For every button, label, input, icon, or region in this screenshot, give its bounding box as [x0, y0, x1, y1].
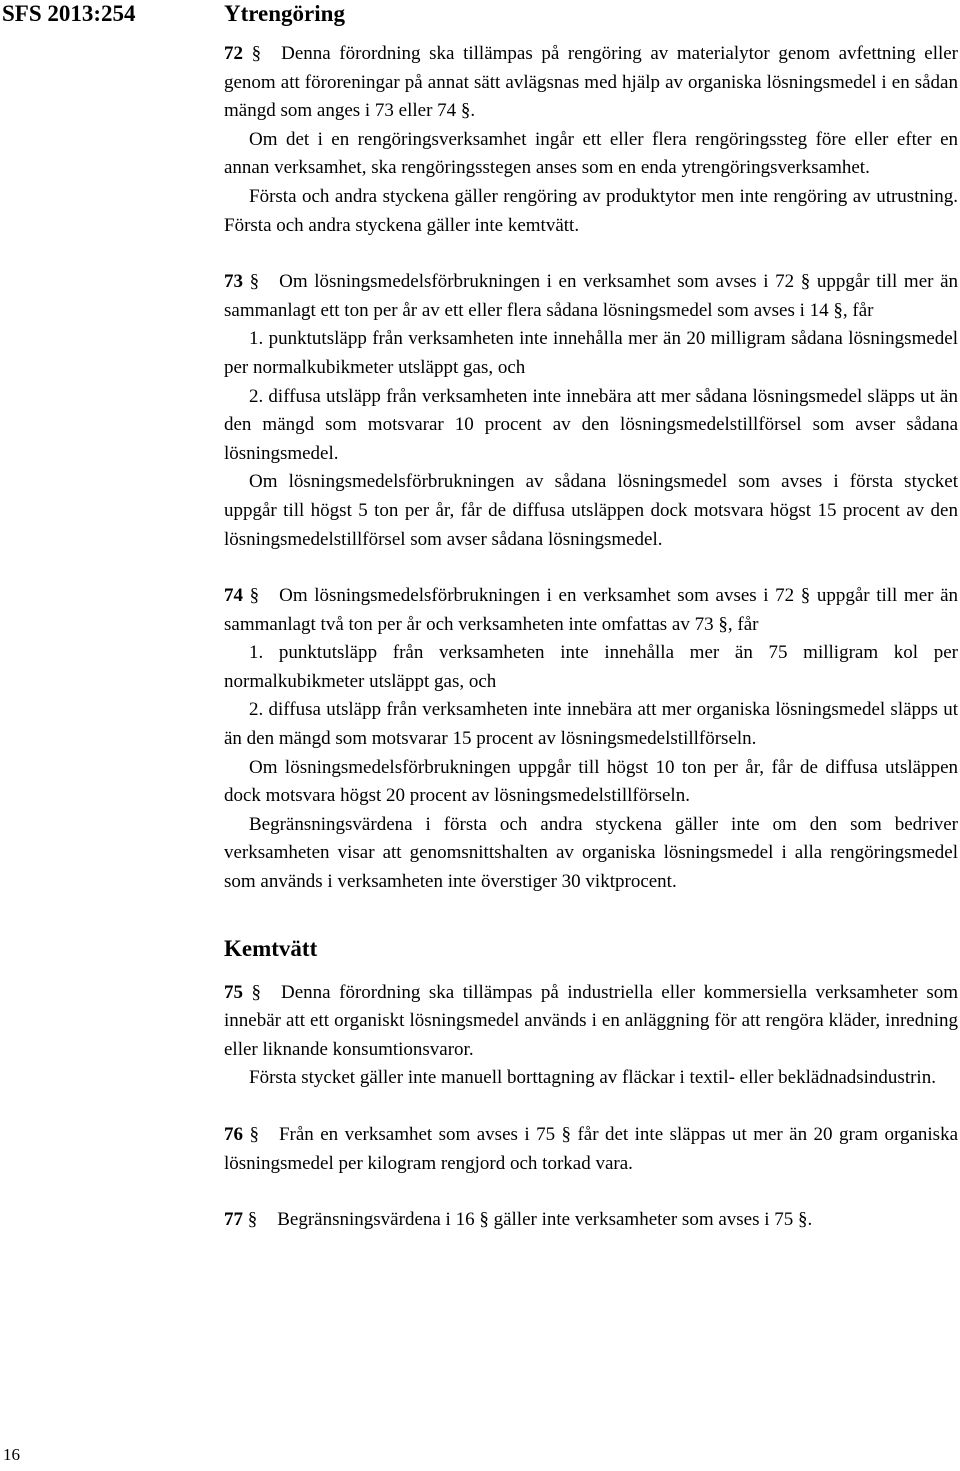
spacer — [224, 1093, 958, 1121]
section-title-kemtvatt: Kemtvätt — [224, 935, 318, 961]
section-74-paragraph-1: 74 § Om lösningsmedelsförbrukningen i en verksamhet som avses i 72 § uppgår till mer än sammanlagt två ton per år och verksamheten inte omfattas av 73 §, får — [224, 585, 959, 635]
section-73 — [224, 268, 958, 554]
section-number: 75 § — [224, 981, 262, 1003]
section-74 — [224, 582, 958, 897]
section-74-item-2: 2. diffusa utsläpp från verksamheten inte innebära att mer organiska lösningsmedel släpps ut än den mängd som motsvarar 15 procent av lösningsmedelstillförseln. — [224, 699, 958, 750]
section-73-paragraph-1: 73 § Om lösningsmedelsförbrukningen i en verksamhet som avses i 72 § uppgår till mer än sammanlagt ett ton per år av ett eller flera sådana lösningsmedel som avses i 14 §, får — [224, 271, 959, 321]
section-77-paragraph-1: 77 § Begränsningsvärdena i 16 § gäller inte verksamheter som avses i 75 §. — [224, 1209, 813, 1231]
section-77 — [224, 1206, 958, 1235]
section-76-paragraph-1: 76 § Från en verksamhet som avses i 75 § får det inte släppas ut mer än 20 gram organiska lösningsmedel per kilogram rengjord och torkad vara. — [224, 1124, 959, 1174]
section-number: 77 § — [224, 1209, 258, 1231]
section-number: 74 § — [224, 585, 260, 607]
spacer — [224, 554, 958, 582]
section-75-paragraph-1: 75 § Denna förordning ska tillämpas på industriella eller kommersiella verksamheter som innebär att ett organiskt lösningsmedel används i en anläggning för att rengöra kläder, inredning eller liknande konsumtionsvaror. — [224, 981, 959, 1060]
section-72-paragraph-3: Första och andra styckena gäller rengöring av produktytor men inte rengöring av utrustning. Första och andra styckena gäller inte kemtvätt. — [224, 185, 958, 236]
section-76 — [224, 1121, 958, 1178]
section-73-item-2: 2. diffusa utsläpp från verksamheten inte innebära att mer sådana lösningsmedel släpps ut än den mängd som motsvarar 10 procent av den lösningsmedelstillförsel som avser sådana lösningsmedel. — [224, 385, 958, 464]
section-number: 76 § — [224, 1124, 259, 1145]
section-number: 73 § — [224, 271, 260, 293]
section-74-paragraph-2: Om lösningsmedelsförbrukningen uppgår till högst 10 ton per år, får de diffusa utsläppen dock motsvara högst 20 procent av lösningsmedelstillförseln. — [224, 756, 958, 807]
section-75-paragraph-2: Första stycket gäller inte manuell borttagning av fläckar i textil- eller beklädnadsindustrin. — [249, 1067, 936, 1089]
section-title-ytrengoring: Ytrengöring — [224, 1, 345, 26]
spacer — [224, 240, 958, 268]
section-72-paragraph-1: 72 § Denna förordning ska tillämpas på rengöring av materialytor genom avfettning eller genom att föroreningar på annat sätt avlägsnas med hjälp av organiska lösningsmedel i en sådan mängd som anges i 73 eller 74 §. — [224, 43, 959, 122]
section-number: 72 § — [224, 43, 262, 64]
section-74-paragraph-3: Begränsningsvärdena i första och andra styckena gäller inte om den som bedriver verksamheten visar att genomsnittshalten av organiska lösningsmedel i alla rengöringsmedel som används i verksamheten inte överstiger 30 viktprocent. — [224, 813, 958, 893]
section-72-paragraph-2: Om det i en rengöringsverksamhet ingår ett eller flera rengöringssteg före eller efter en annan verksamhet, ska rengöringsstegen anses som en enda ytrengöringsverksamhet. — [224, 128, 958, 179]
section-75 — [224, 979, 958, 1093]
sfs-number: SFS 2013:254 — [2, 1, 136, 26]
section-74-item-1: 1. punktutsläpp från verksamheten inte innehålla mer än 75 milligram kol per normalkubikmeter utsläppt gas, och — [224, 642, 958, 692]
spacer — [224, 1178, 958, 1206]
section-73-item-1: 1. punktutsläpp från verksamheten inte innehålla mer än 20 milligram sådana lösningsmedel per normalkubikmeter utsläppt gas, och — [224, 328, 958, 378]
page-number: 16 — [3, 1445, 20, 1464]
section-72 — [224, 40, 958, 240]
section-73-paragraph-2: Om lösningsmedelsförbrukningen av sådana lösningsmedel som avses i första stycket uppgår till högst 5 ton per år, får de diffusa utsläppen dock motsvara högst 15 procent av den lösningsmedelstillförsel som avser sådana lösningsmedel. — [224, 471, 958, 550]
document-body — [224, 40, 958, 1235]
